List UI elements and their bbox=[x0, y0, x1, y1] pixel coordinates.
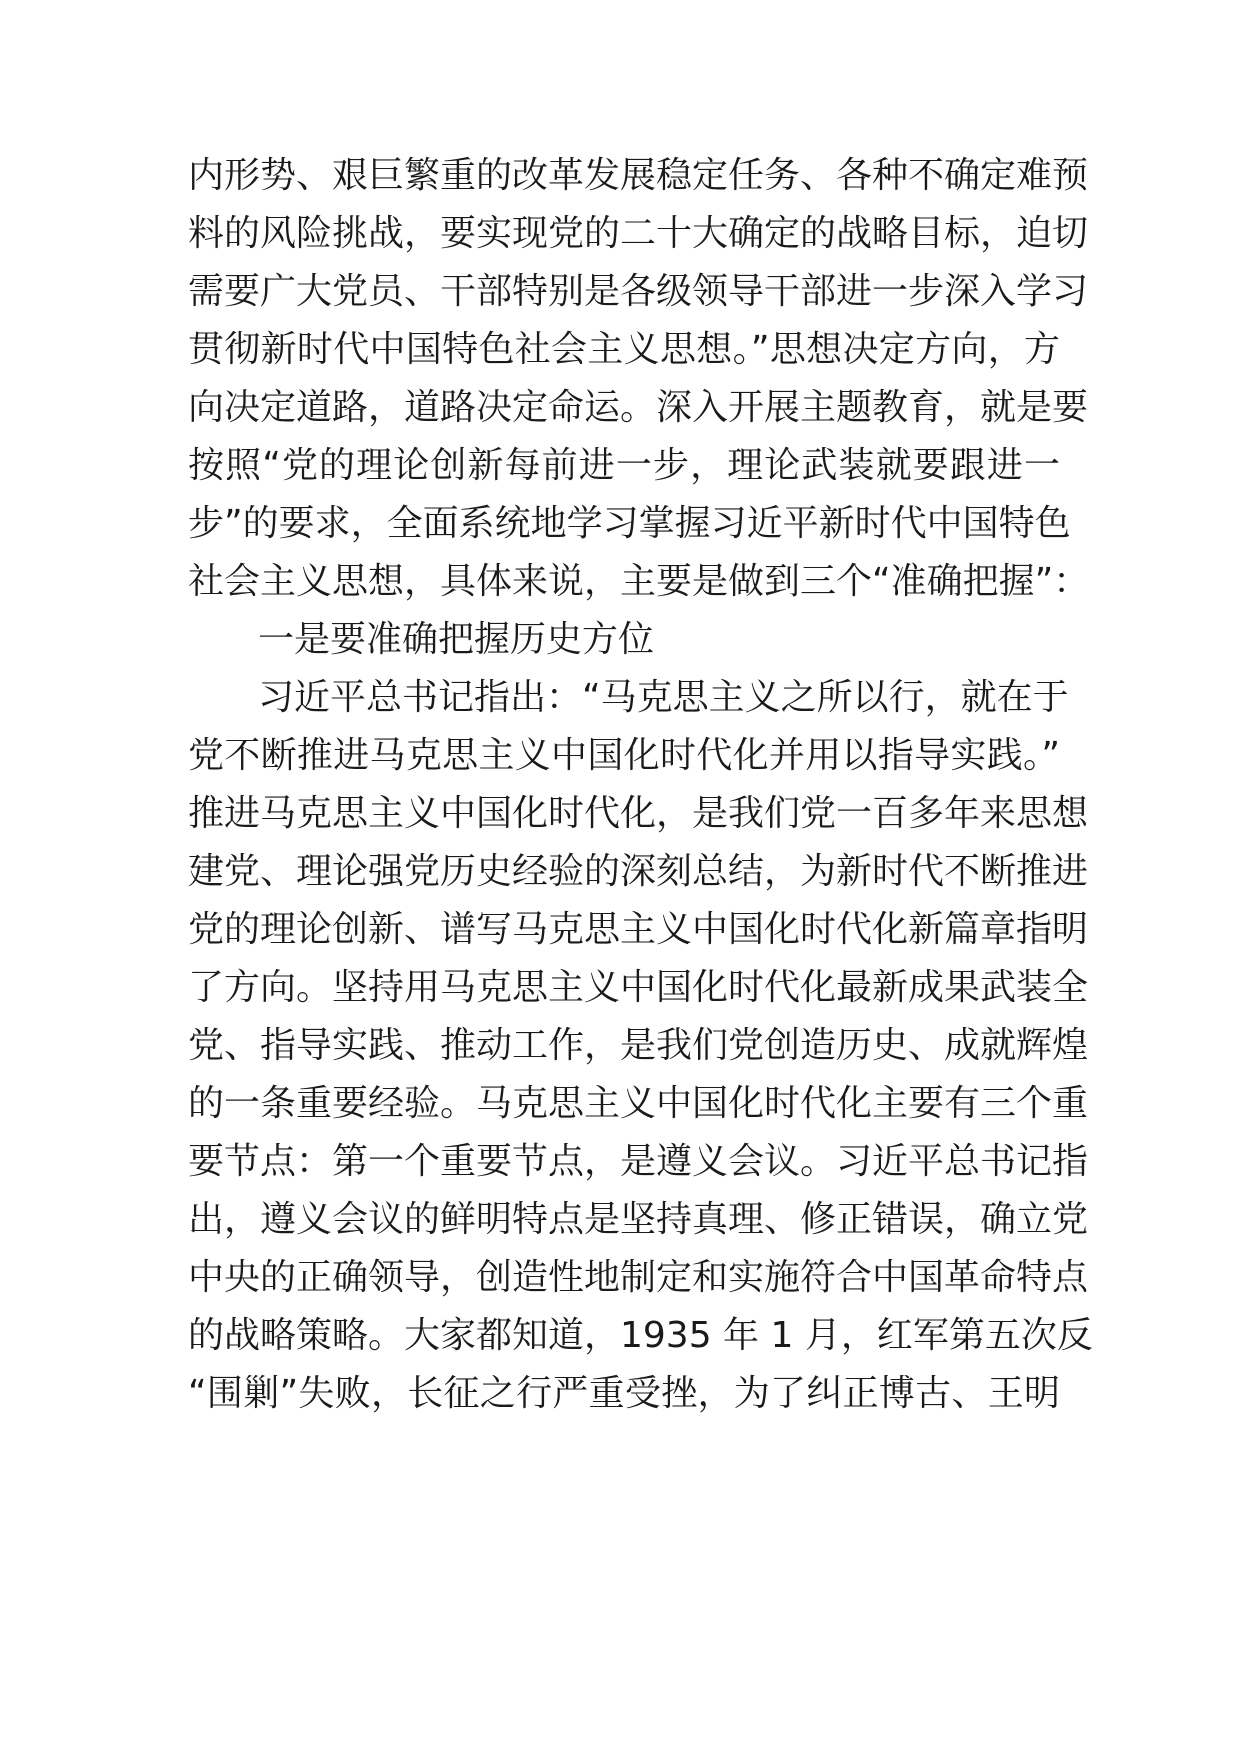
text-line: 内形势、艰巨繁重的改革发展稳定任务、各种不确定难预 bbox=[188, 155, 1089, 196]
text-line: 党、指导实践、推动工作，是我们党创造历史、成就辉煌 bbox=[188, 1025, 1089, 1066]
text-line: 按照“党的理论创新每前进一步，理论武装就要跟进一 bbox=[188, 445, 1060, 486]
text-line: 的战略策略。大家都知道，1935 年 1 月，红军第五次反 bbox=[188, 1315, 1093, 1356]
text-line: 料的风险挑战，要实现党的二十大确定的战略目标，迫切 bbox=[188, 213, 1089, 254]
text-line: 中央的正确领导，创造性地制定和实施符合中国革命特点 bbox=[188, 1257, 1089, 1298]
text-line: 党的理论创新、谱写马克思主义中国化时代化新篇章指明 bbox=[188, 909, 1089, 950]
text-line: 习近平总书记指出：“马克思主义之所以行，就在于 bbox=[258, 677, 1069, 718]
text-line: 步”的要求，全面系统地学习掌握习近平新时代中国特色 bbox=[188, 503, 1071, 544]
text-line: 了方向。坚持用马克思主义中国化时代化最新成果武装全 bbox=[188, 967, 1089, 1008]
text-line: 要节点：第一个重要节点，是遵义会议。习近平总书记指 bbox=[188, 1141, 1089, 1182]
text-line: 推进马克思主义中国化时代化，是我们党一百多年来思想 bbox=[188, 793, 1089, 834]
section-heading: 一是要准确把握历史方位 bbox=[258, 619, 655, 660]
text-line: 的一条重要经验。马克思主义中国化时代化主要有三个重 bbox=[188, 1083, 1089, 1124]
text-line: 社会主义思想，具体来说，主要是做到三个“准确把握”： bbox=[188, 561, 1090, 602]
text-line: “围剿”失败，长征之行严重受挫，为了纠正博古、王明 bbox=[188, 1373, 1060, 1414]
text-line: 贯彻新时代中国特色社会主义思想。”思想决定方向，方 bbox=[188, 329, 1060, 370]
text-line: 党不断推进马克思主义中国化时代化并用以指导实践。” bbox=[188, 735, 1060, 776]
text-line: 建党、理论强党历史经验的深刻总结，为新时代不断推进 bbox=[188, 851, 1089, 892]
text-line: 需要广大党员、干部特别是各级领导干部进一步深入学习 bbox=[188, 271, 1089, 312]
text-line: 出，遵义会议的鲜明特点是坚持真理、修正错误，确立党 bbox=[188, 1199, 1089, 1240]
text-line: 向决定道路，道路决定命运。深入开展主题教育，就是要 bbox=[188, 387, 1089, 428]
